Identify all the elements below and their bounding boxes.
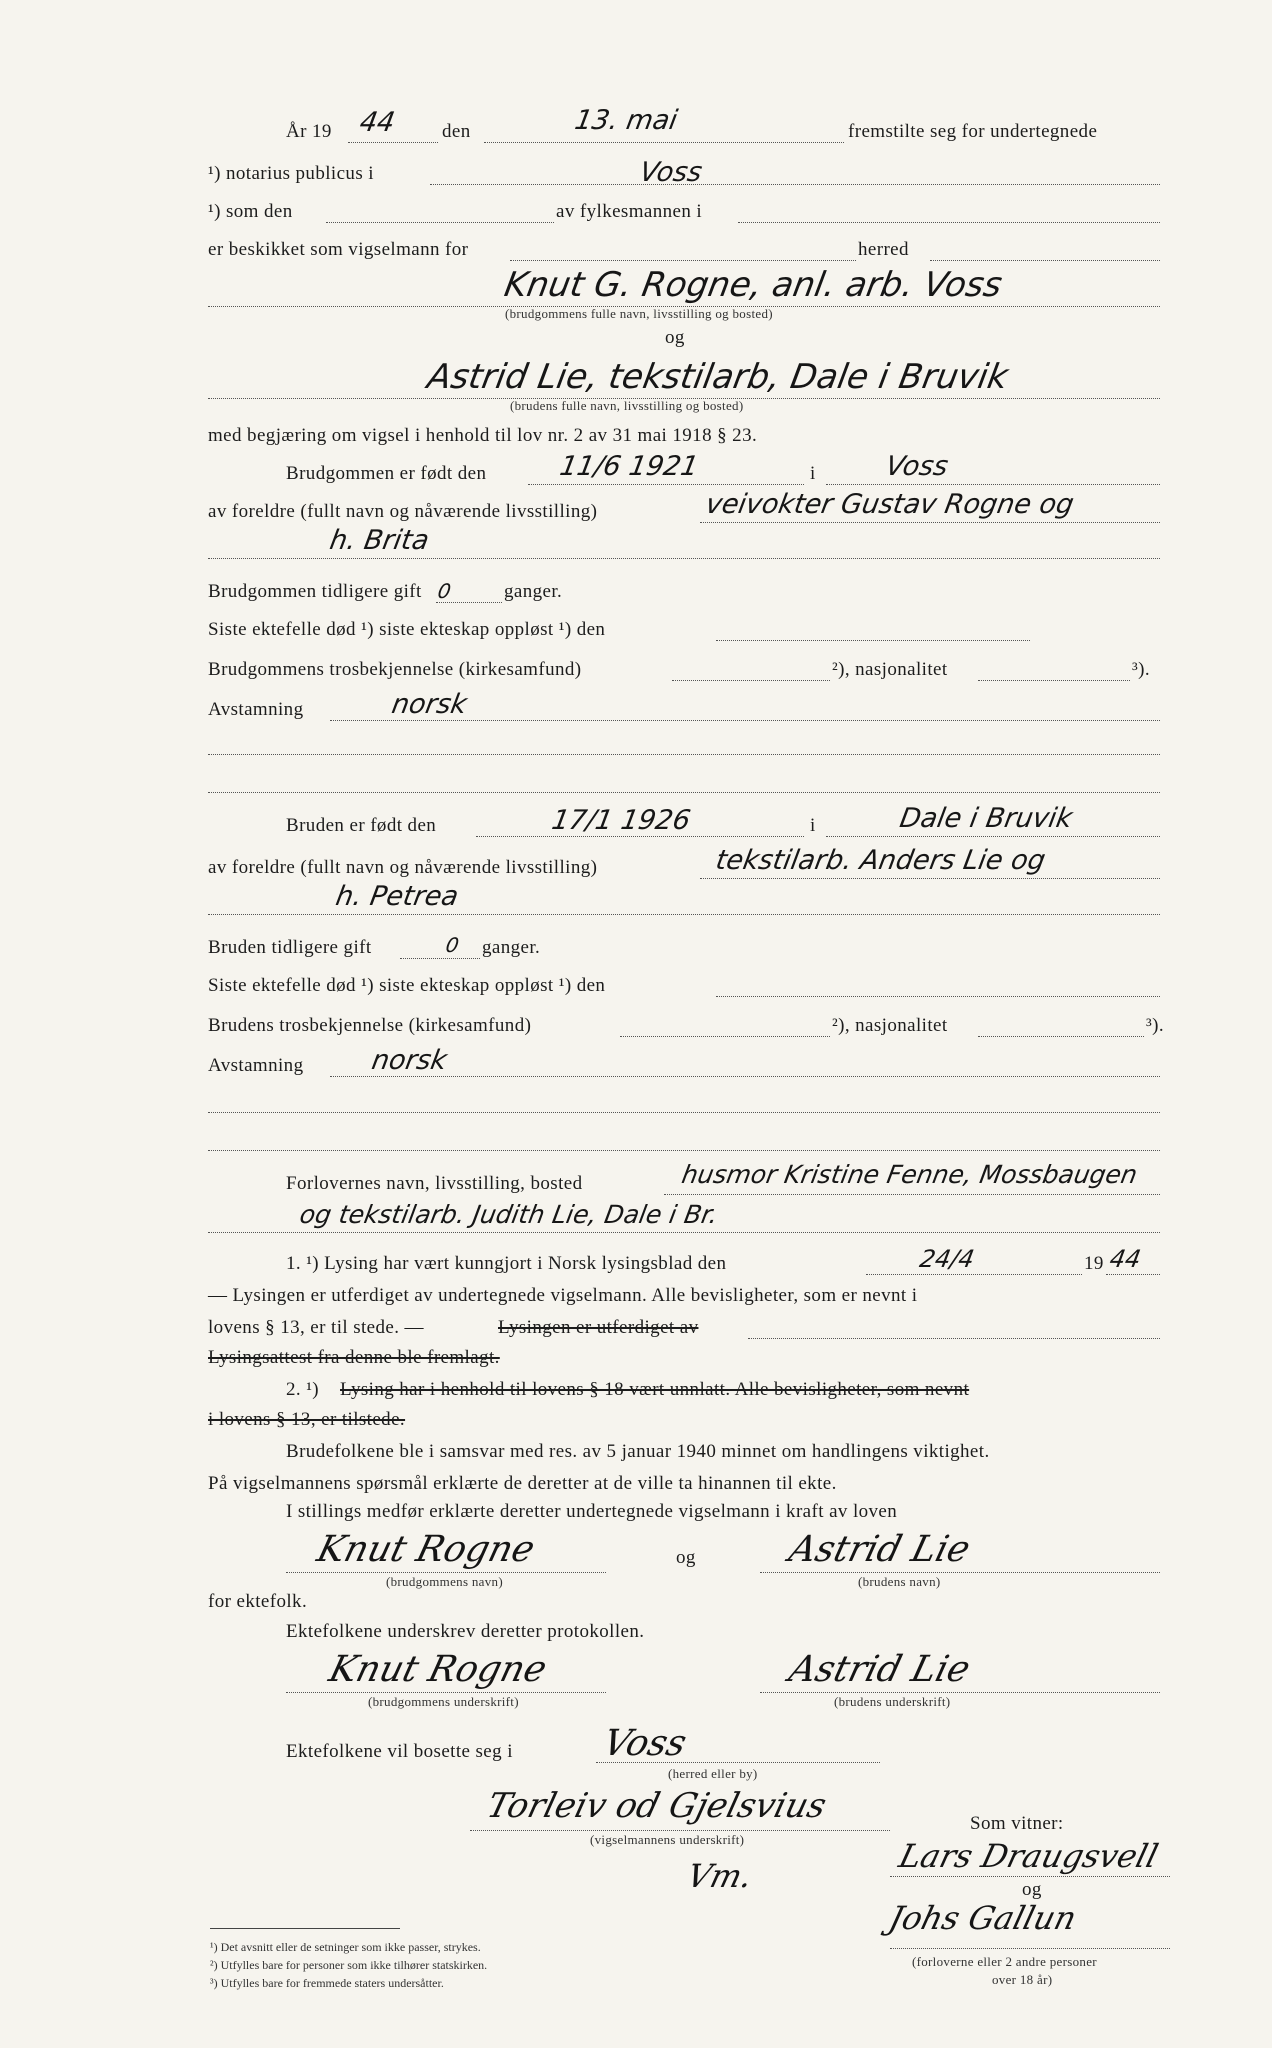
- witness1-signature: Lars Draugsvell: [895, 1837, 1162, 1875]
- officiant-extra: Vm.: [683, 1857, 757, 1895]
- p1-year-value: 44: [1107, 1245, 1144, 1273]
- bride-place-value: Dale i Bruvik: [897, 803, 1075, 834]
- bride-faith-dots: [620, 1036, 830, 1037]
- groom-blank-dots1: [208, 754, 1160, 755]
- groom-parents-value: veivokter Gustav Rogne og: [703, 489, 1077, 520]
- groom-ancestry-label: Avstamning: [208, 699, 304, 720]
- bride-ancestry-dots: [330, 1076, 1160, 1077]
- fylkesmannen-label: av fylkesmannen i: [556, 201, 703, 222]
- settle-value: Voss: [599, 1723, 691, 1764]
- date-dots: [484, 142, 844, 143]
- groom-ancestry-value: norsk: [389, 689, 470, 720]
- bride-parents-label: av foreldre (fullt navn og nåværende livsstilling): [208, 857, 598, 878]
- herred-dots: [930, 260, 1160, 261]
- bride-ancestry-value: norsk: [369, 1045, 450, 1076]
- groom-born-dots: [528, 484, 804, 485]
- p1-line3a: lovens § 13, er til stede. —: [208, 1317, 424, 1338]
- p1-line4: Lysingsattest fra denne ble fremlagt.: [208, 1347, 500, 1368]
- bride-faith-end: ²), nasjonalitet: [832, 1015, 948, 1036]
- beskikket-dots: [510, 260, 856, 261]
- footnote-rule: [210, 1928, 400, 1929]
- p2-line2: i lovens § 13, er tilstede.: [208, 1409, 406, 1430]
- bride-ganger: ganger.: [482, 937, 541, 958]
- groom-parents-label: av foreldre (fullt navn og nåværende livsstilling): [208, 501, 598, 522]
- groom-name-signature: Knut Rogne: [313, 1529, 539, 1570]
- year-value: 44: [357, 107, 398, 138]
- groom-faith-label: Brudgommens trosbekjennelse (kirkesamfund): [208, 659, 582, 680]
- officiant-caption: (vigselmannens underskrift): [590, 1832, 745, 1847]
- bride-born-dots: [476, 836, 804, 837]
- year-dots: [348, 142, 438, 143]
- question-line: På vigselmannens spørsmål erklærte de deretter at de ville ta hinannen til ekte.: [208, 1473, 837, 1494]
- bride-end-mark: ³).: [1146, 1015, 1164, 1036]
- officiant-signature: Torleiv od Gjelsvius: [483, 1786, 831, 1826]
- groom-parents-dots2: [208, 558, 1160, 559]
- groom-full-entry: Knut G. Rogne, anl. arb. Voss: [501, 265, 1006, 305]
- groom-born-value: 11/6 1921: [557, 451, 701, 482]
- bride-prev-label: Bruden tidligere gift: [208, 937, 372, 958]
- den-label: den: [442, 121, 471, 142]
- settle-caption: (herred eller by): [668, 1766, 758, 1781]
- p1-year-dots: [1106, 1274, 1160, 1275]
- witnesses-value1: husmor Kristine Fenne, Mossbaugen: [679, 1160, 1140, 1189]
- bride-signature: Astrid Lie: [785, 1649, 975, 1690]
- bride-sign-dots: [760, 1692, 1160, 1693]
- resolution-line: Brudefolkene ble i samsvar med res. av 5 januar 1940 minnet om handlingens viktighet.: [286, 1441, 990, 1462]
- groom-signature: Knut Rogne: [325, 1649, 551, 1690]
- bride-ancestry-label: Avstamning: [208, 1055, 304, 1076]
- witness-caption1: (forloverne eller 2 andre personer: [912, 1954, 1097, 1969]
- groom-parents-dots: [700, 522, 1160, 523]
- bride-parents-dots2: [208, 914, 1160, 915]
- groom-name-dots: [286, 1572, 606, 1573]
- bride-name-signature: Astrid Lie: [785, 1529, 975, 1570]
- beskikket-label: er beskikket som vigselmann for: [208, 239, 469, 260]
- fylkesmannen-dots: [738, 222, 1160, 223]
- bride-name-dots: [760, 1572, 1160, 1573]
- witnesses-dots2: [208, 1232, 1160, 1233]
- date-value: 13. mai: [572, 105, 680, 136]
- bride-parents-value: tekstilarb. Anders Lie og: [713, 845, 1048, 876]
- groom-prev-value: 0: [435, 579, 453, 603]
- og-label-1: og: [665, 327, 685, 348]
- groom-sign-dots: [286, 1692, 606, 1693]
- groom-spouse-line: Siste ektefelle død ¹) siste ekteskap oppløst ¹) den: [208, 619, 606, 640]
- bride-prev-value: 0: [443, 933, 461, 957]
- bride-entry-caption: (brudens fulle navn, livsstilling og bosted): [510, 398, 744, 413]
- groom-faith-dots: [672, 680, 830, 681]
- p1-date-value: 24/4: [917, 1245, 977, 1273]
- bride-faith-label: Brudens trosbekjennelse (kirkesamfund): [208, 1015, 532, 1036]
- groom-place-value: Voss: [883, 451, 951, 482]
- bride-place-dots: [826, 836, 1160, 837]
- witness2-dots: [890, 1948, 1170, 1949]
- witness1-dots: [890, 1876, 1170, 1877]
- bride-i-label: i: [810, 815, 816, 836]
- notarius-value: Voss: [637, 157, 705, 188]
- bride-full-entry: Astrid Lie, tekstilarb, Dale i Bruvik: [424, 357, 1012, 397]
- officiant-dots: [470, 1830, 890, 1831]
- groom-parents-value2: h. Brita: [327, 525, 432, 556]
- groom-born-label: Brudgommen er født den: [286, 463, 487, 484]
- bride-blank-dots2: [208, 1150, 1160, 1151]
- footnote-2: ²) Utfylles bare for personer som ikke tilhører statskirken.: [210, 1958, 488, 1972]
- p1-date-dots: [866, 1274, 1082, 1275]
- som-den-dots: [326, 222, 554, 223]
- bride-prev-dots: [400, 958, 480, 959]
- bride-born-label: Bruden er født den: [286, 815, 437, 836]
- groom-spouse-dots: [716, 640, 1030, 641]
- witness-caption2: over 18 år): [992, 1972, 1053, 1987]
- witness2-signature: Johs Gallun: [885, 1899, 1081, 1937]
- groom-end-mark: ³).: [1132, 659, 1150, 680]
- protocol-line: Ektefolkene underskrev deretter protokollen.: [286, 1621, 645, 1642]
- som-den-label: ¹) som den: [208, 201, 293, 222]
- bride-born-value: 17/1 1926: [549, 805, 693, 836]
- bride-name-caption: (brudens navn): [858, 1574, 941, 1589]
- groom-place-dots: [826, 484, 1160, 485]
- witnesses-value2: og tekstilarb. Judith Lie, Dale i Br.: [297, 1200, 721, 1229]
- declare-line: I stillings medfør erklærte deretter undertegnede vigselmann i kraft av loven: [286, 1501, 898, 1522]
- p2-num: 2. ¹): [286, 1379, 320, 1400]
- bride-parents-dots: [700, 878, 1160, 879]
- p1-line3b: Lysingen er utferdiget av: [498, 1317, 699, 1338]
- witness-label: Som vitner:: [970, 1813, 1064, 1834]
- witness-og: og: [1022, 1879, 1042, 1900]
- groom-ganger: ganger.: [504, 581, 563, 602]
- request-line: med begjæring om vigsel i henhold til lov nr. 2 av 31 mai 1918 § 23.: [208, 425, 758, 446]
- witnesses-dots1: [664, 1194, 1160, 1195]
- p1-line3-dots: [748, 1338, 1160, 1339]
- bride-sign-caption: (brudens underskrift): [834, 1694, 951, 1709]
- groom-name-caption: (brudgommens navn): [386, 1574, 503, 1589]
- notarius-label: ¹) notarius publicus i: [208, 163, 374, 184]
- groom-i-label: i: [810, 463, 816, 484]
- bride-spouse-line: Siste ektefelle død ¹) siste ekteskap oppløst ¹) den: [208, 975, 606, 996]
- groom-ancestry-dots: [330, 720, 1160, 721]
- fremstilte-label: fremstilte seg for undertegnede: [848, 121, 1098, 142]
- groom-faith-end: ²), nasjonalitet: [832, 659, 948, 680]
- p1-line2: — Lysingen er utferdiget av undertegnede vigselmann. Alle bevisligheter, som er nevnt i: [208, 1285, 918, 1306]
- notarius-dots: [430, 184, 1160, 185]
- bride-spouse-dots: [716, 996, 1160, 997]
- footnote-1: ¹) Det avsnitt eller de setninger som ikke passer, strykes.: [210, 1940, 481, 1954]
- witnesses-label: Forlovernes navn, livsstilling, bosted: [286, 1173, 583, 1194]
- settle-label: Ektefolkene vil bosette seg i: [286, 1741, 513, 1762]
- year-label: År 19: [286, 121, 332, 142]
- p1-year-label: 19: [1084, 1253, 1104, 1274]
- groom-sign-caption: (brudgommens underskrift): [368, 1694, 519, 1709]
- footnote-3: ³) Utfylles bare for fremmede staters undersåtter.: [210, 1976, 444, 1990]
- groom-entry-caption: (brudgommens fulle navn, livsstilling og bosted): [505, 306, 773, 321]
- bride-parents-value2: h. Petrea: [333, 881, 461, 912]
- groom-blank-dots2: [208, 792, 1160, 793]
- p2-line1: Lysing har i henhold til lovens § 18 vært unnlatt. Alle bevisligheter, som nevnt: [340, 1379, 970, 1400]
- og-label-2: og: [676, 1547, 696, 1568]
- groom-prev-label: Brudgommen tidligere gift: [208, 581, 422, 602]
- herred-label: herred: [858, 239, 909, 260]
- for-ektefolk: for ektefolk.: [208, 1591, 308, 1612]
- bride-nationality-dots: [978, 1036, 1144, 1037]
- groom-nationality-dots: [978, 680, 1130, 681]
- p1-line1: 1. ¹) Lysing har vært kunngjort i Norsk lysingsblad den: [286, 1253, 727, 1274]
- bride-blank-dots1: [208, 1112, 1160, 1113]
